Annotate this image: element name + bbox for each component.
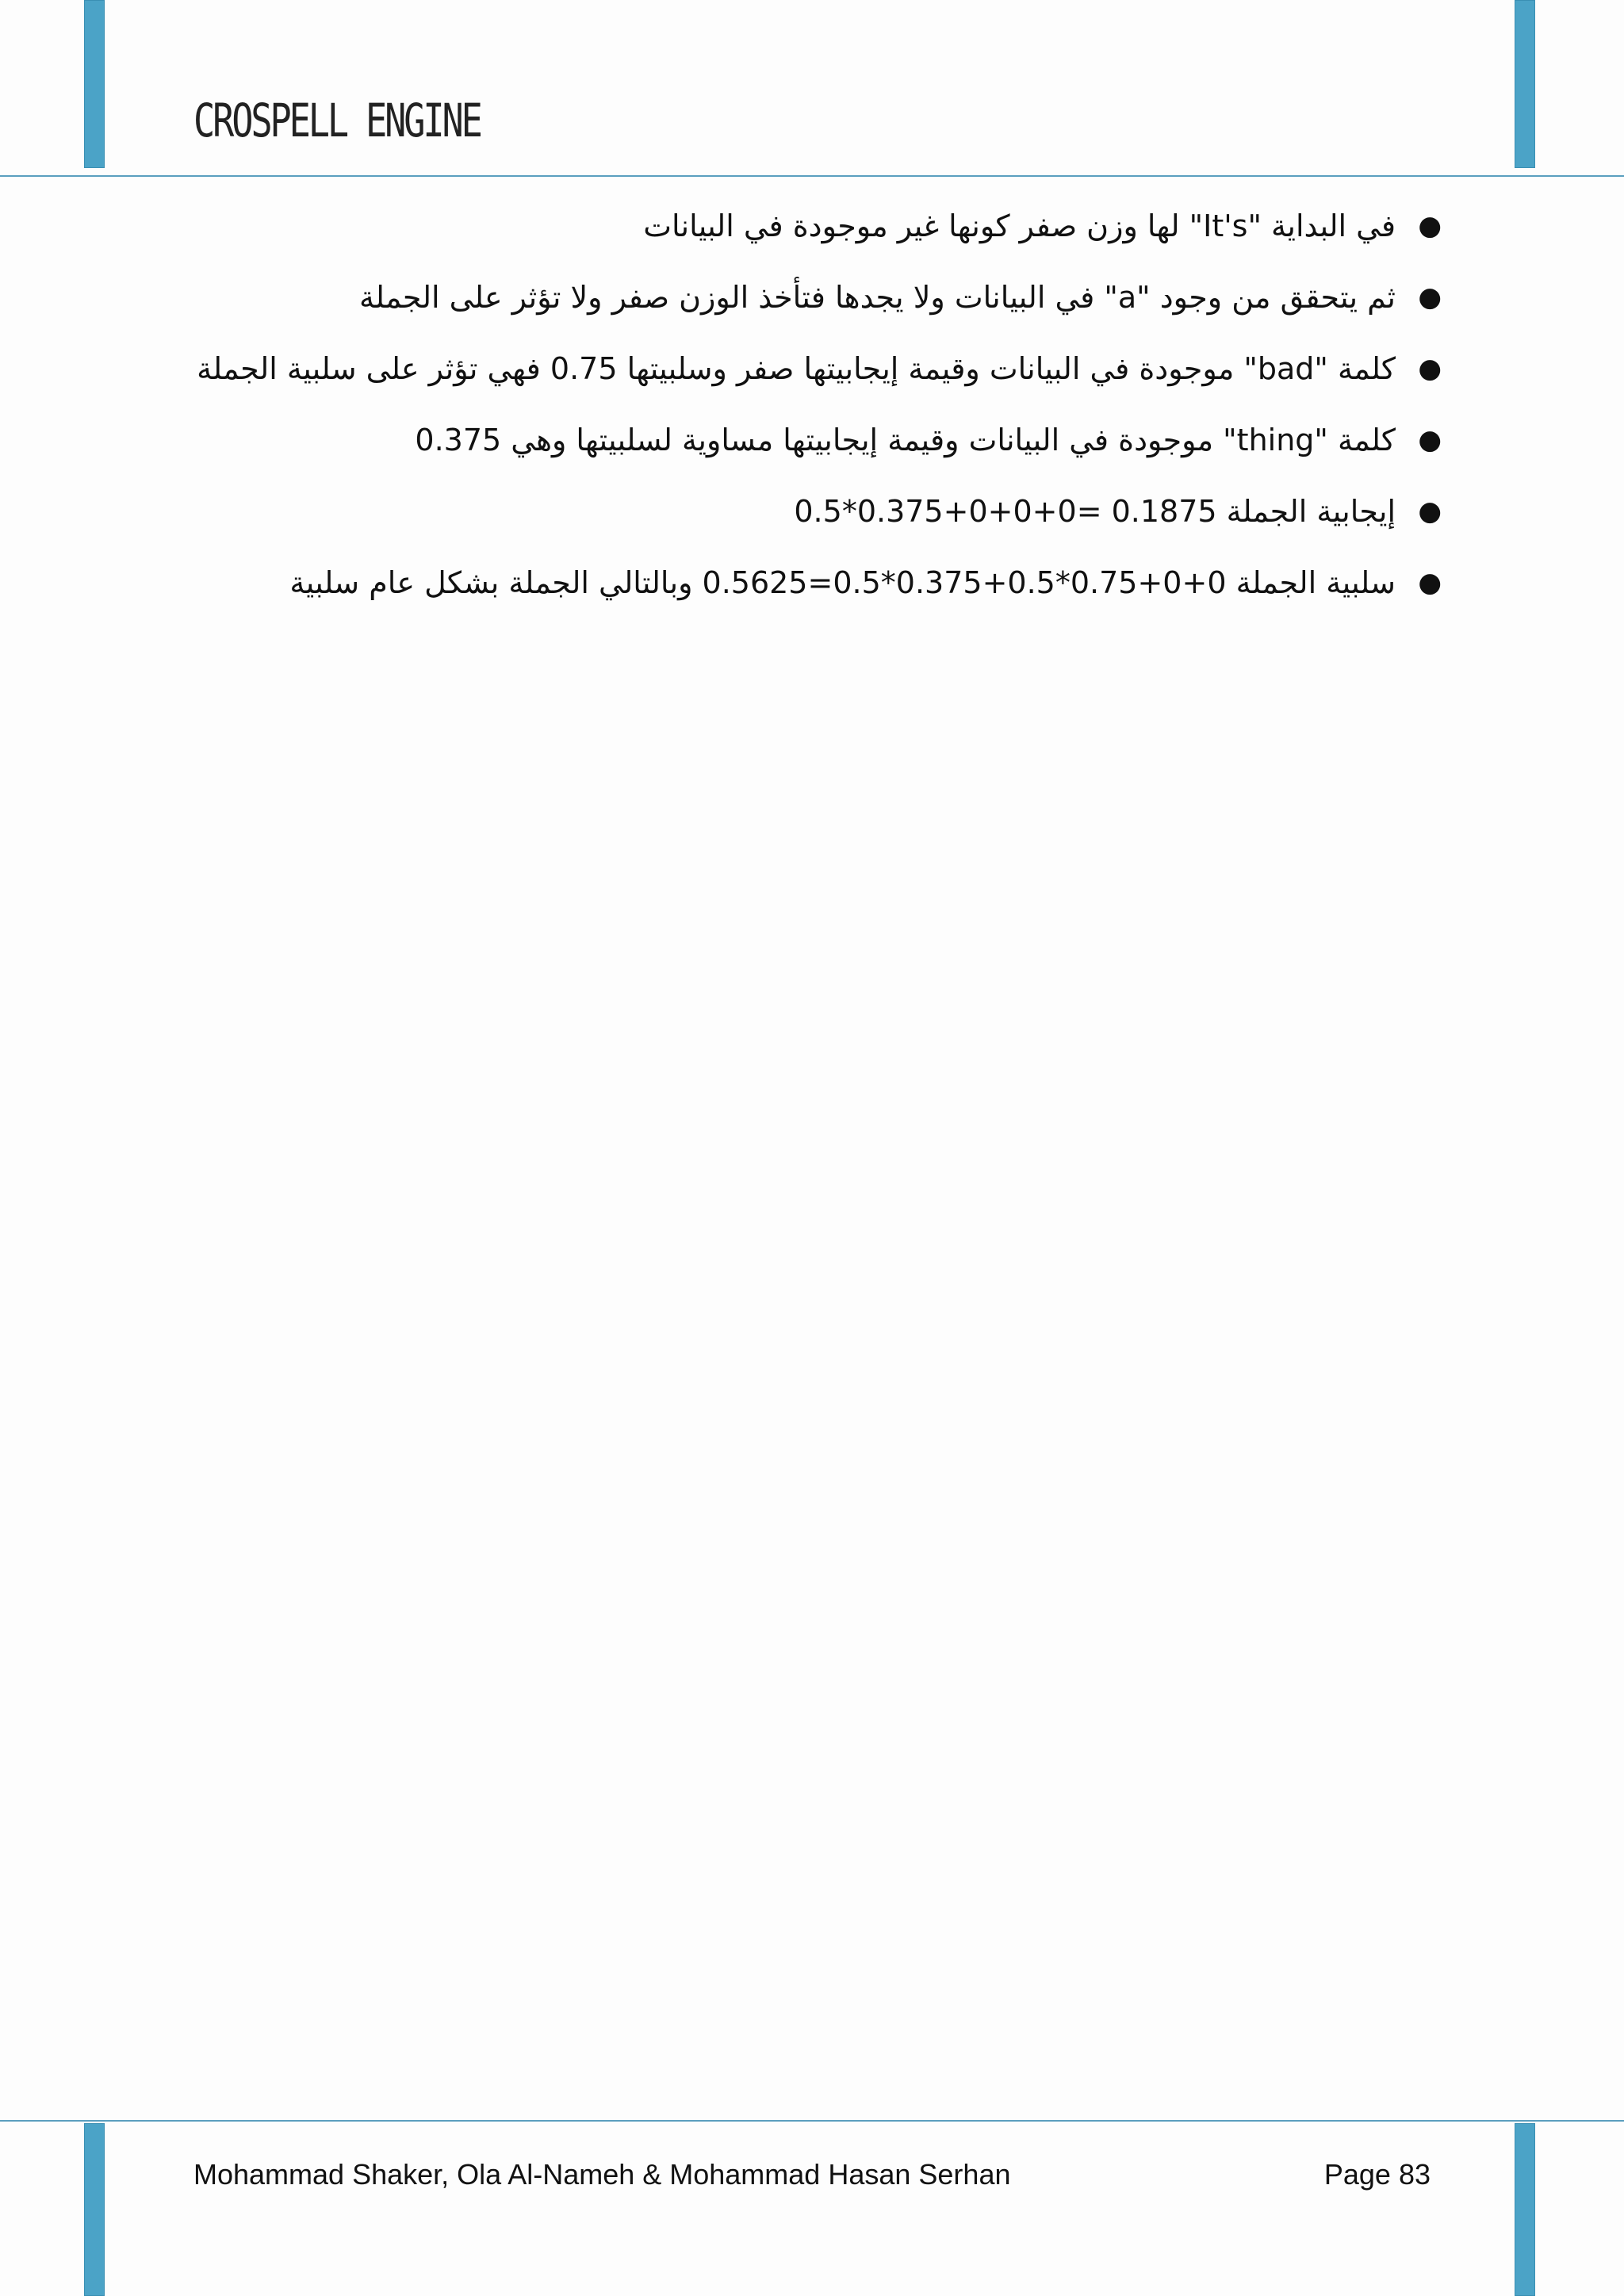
bullet-icon: ● xyxy=(1418,353,1442,385)
header-left-accent-bar xyxy=(84,0,105,168)
list-item xyxy=(182,485,1442,538)
bullet-icon: ● xyxy=(1418,281,1442,313)
footer-divider xyxy=(0,2120,1624,2122)
page-body xyxy=(182,200,1442,628)
footer-left-accent-bar xyxy=(84,2123,105,2296)
bullet-icon: ● xyxy=(1418,567,1442,599)
bullet-icon: ● xyxy=(1418,210,1442,242)
list-item xyxy=(182,271,1442,323)
list-item xyxy=(182,200,1442,252)
bullet-list xyxy=(182,200,1442,609)
header-right-accent-bar xyxy=(1515,0,1535,168)
list-item-text: كلمة "thing" موجودة في البيانات وقيمة إيجابيتها مساوية لسلبيتها وهي 0.375 xyxy=(415,423,1396,457)
list-item xyxy=(182,557,1442,609)
bullet-icon: ● xyxy=(1418,496,1442,527)
list-item-text: كلمة "bad" موجودة في البيانات وقيمة إيجابيتها صفر وسلبيتها 0.75 فهي تؤثر على سلبية الجملة xyxy=(197,351,1396,386)
list-item-text: إيجابية الجملة 0.1875 =0+0+0+0.375*0.5 xyxy=(794,494,1396,529)
bullet-icon: ● xyxy=(1418,424,1442,456)
page-number: Page 83 xyxy=(1323,2158,1431,2191)
list-item-text: سلبية الجملة 0+0+0.75*0.5+0.375*0.5=0.5625 وبالتالي الجملة بشكل عام سلبية xyxy=(289,565,1396,600)
list-item xyxy=(182,414,1442,466)
footer-authors: Mohammad Shaker, Ola Al-Nameh & Mohammad Hasan Serhan xyxy=(193,2158,1011,2191)
list-item-text: في البداية "It's" لها وزن صفر كونها غير موجودة في البيانات xyxy=(643,209,1396,243)
list-item-text: ثم يتحقق من وجود "a" في البيانات ولا يجدها فتأخذ الوزن صفر ولا تؤثر على الجملة xyxy=(359,280,1396,315)
header-divider xyxy=(0,175,1624,177)
footer-right-accent-bar xyxy=(1515,2123,1535,2296)
document-header-title: CROSPELL ENGINE xyxy=(193,94,481,147)
list-item xyxy=(182,342,1442,395)
